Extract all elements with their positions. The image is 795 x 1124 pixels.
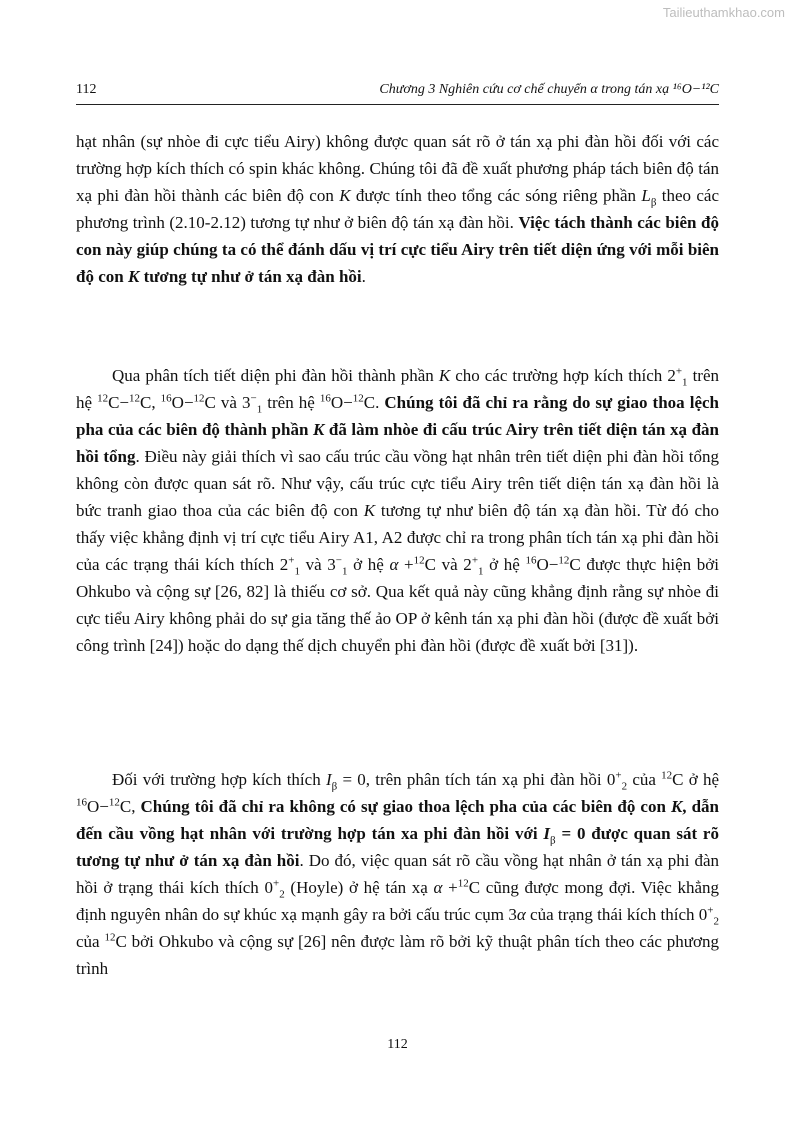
text-segment: C. <box>363 393 385 412</box>
text-segment: của <box>627 770 662 789</box>
text-segment: + <box>471 554 479 567</box>
text-segment: = 0, trên phân tích tán xạ phi đàn hồi 0 <box>337 770 616 789</box>
text-segment: 12 <box>97 392 109 405</box>
text-segment: 1 <box>256 403 263 416</box>
text-segment: + <box>615 769 622 782</box>
paragraph-3 <box>76 766 719 982</box>
text-segment: trên hệ <box>76 366 719 412</box>
text-segment: của <box>76 932 105 951</box>
text-segment: cho các trường hợp kích thích 2 <box>450 366 676 385</box>
text-segment: C cũng được mong đợi. Việc khẳng định nguyên nhân do sự khúc xạ mạnh gây ra bởi cấu trúc cụm 3 <box>76 878 719 924</box>
text-segment: . Do đó, việc quan sát rõ cầu vồng hạt nhân ở tán xạ phi đàn hồi ở trạng thái kích thích 0 <box>76 851 719 897</box>
text-segment: + <box>288 554 295 567</box>
text-segment: L <box>641 186 651 205</box>
header-page-number: 112 <box>76 82 97 97</box>
text-segment: Việc tách thành các biên độ con này giúp chúng ta có thể đánh dấu vị trí cực tiểu Airy trên tiết diện ứng với mỗi biên độ con <box>76 213 719 286</box>
text-segment: α <box>389 555 399 574</box>
footer-page-number: 112 <box>387 1037 408 1052</box>
text-segment: tương tự như biên độ tán xạ đàn hồi. Từ đó cho thấy việc khẳng định vị trí cực tiểu Airy A1, A2 được chỉ ra trong phân tích tán xạ phi đàn hồi của các trạng thái kích thích 2 <box>76 501 719 574</box>
text-segment: trên hệ <box>262 393 320 412</box>
text-segment: 16 <box>525 554 537 567</box>
text-segment: Qua phân tích tiết diện phi đàn hồi thành phần <box>112 366 439 385</box>
text-segment: 16 <box>160 392 172 405</box>
text-segment: Chúng tôi đã chỉ ra rằng do sự giao thoa lệch pha của các biên độ thành phần <box>76 393 719 439</box>
text-segment: ở hệ <box>483 555 526 574</box>
text-segment: . Điều này giải thích vì sao cấu trúc cầu vồng hạt nhân trên tiết diện phi đàn hồi tổng không còn được quan sát rõ. Như vậy, cấu trúc cực tiểu Airy trên tiết diện tán xạ đàn hồi là bức tranh giao thoa của các biên độ con <box>76 447 720 520</box>
text-segment: C và 2 <box>424 555 472 574</box>
text-segment: 12 <box>352 392 364 405</box>
text-segment: − <box>250 392 257 405</box>
text-segment: 12 <box>193 392 205 405</box>
text-segment: 12 <box>413 554 425 567</box>
text-segment: 2 <box>713 915 719 928</box>
text-segment: K <box>127 267 140 286</box>
text-segment: + <box>273 877 280 890</box>
text-segment: được tính theo tổng các sóng riêng phần <box>350 186 642 205</box>
text-segment: 12 <box>661 769 673 782</box>
text-segment: và 3 <box>299 555 336 574</box>
text-segment: 16 <box>76 796 87 809</box>
text-segment: ở hệ <box>347 555 390 574</box>
text-segment: β <box>331 780 338 793</box>
text-segment: α <box>516 905 526 924</box>
text-segment: 2 <box>621 780 628 793</box>
text-segment: β <box>550 834 556 847</box>
text-segment: I <box>543 824 551 843</box>
text-segment: O− <box>330 393 353 412</box>
text-segment: C và 3 <box>204 393 251 412</box>
text-segment: C, <box>119 797 141 816</box>
text-segment: 12 <box>108 796 120 809</box>
text-segment: 1 <box>682 376 688 389</box>
text-segment: 12 <box>104 931 116 944</box>
text-segment: − <box>335 554 343 567</box>
paragraph-1 <box>76 128 719 290</box>
text-segment: 1 <box>478 565 484 578</box>
text-segment: O− <box>171 393 194 412</box>
header-chapter-title: Chương 3 Nghiên cứu cơ chế chuyển α trong tán xạ ¹⁶O−¹²C <box>379 82 719 97</box>
text-segment: theo các phương trình (2.10-2.12) tương tự như ở biên độ tán xạ đàn hồi. <box>76 186 720 232</box>
text-segment: C bởi Ohkubo và cộng sự [26] nên được làm rõ bởi kỹ thuật phân tích theo các phương trình <box>76 932 719 978</box>
text-segment: 12 <box>558 554 570 567</box>
text-segment: = 0 được quan sát rõ tương tự như ở tán xạ đàn hồi <box>76 824 719 870</box>
text-segment: 1 <box>294 565 300 578</box>
text-segment: α <box>433 878 443 897</box>
running-header <box>76 82 719 105</box>
text-segment: + <box>398 555 414 574</box>
text-segment: K <box>339 186 351 205</box>
text-segment: , dẫn đến cầu vồng hạt nhân với trường hợp tán xa phi đàn hồi với <box>76 797 719 843</box>
text-segment: K <box>363 501 376 520</box>
text-segment: Chúng tôi đã chỉ ra không có sự giao thoa lệch pha của các biên độ con <box>140 797 671 816</box>
text-segment: 2 <box>279 888 285 901</box>
text-segment: C, <box>140 393 161 412</box>
text-segment: 1 <box>342 565 348 578</box>
text-segment: β <box>650 196 657 209</box>
text-segment: của trạng thái kích thích 0 <box>525 905 708 924</box>
text-segment: hạt nhân (sự nhòe đi cực tiểu Airy) không được quan sát rõ ở tán xạ phi đàn hồi đối với các trường hợp kích thích có spin khác không. Chúng tôi đã đề xuất phương pháp tách biên độ tán xạ phi đàn hồi thành các biên độ con <box>76 132 719 205</box>
text-segment: + <box>442 878 458 897</box>
text-segment: . <box>361 267 366 286</box>
text-segment: K <box>313 420 325 439</box>
text-segment: K <box>438 366 451 385</box>
paragraph-2 <box>76 362 719 659</box>
text-segment: I <box>325 770 332 789</box>
text-segment: + <box>707 904 714 917</box>
text-segment: C được thực hiện bởi Ohkubo và cộng sự [26, 82] là thiếu cơ sở. Qua kết quả này cũng khẳng định rằng sự nhòe đi cực tiểu Airy không phải do sự gia tăng thế ảo OP ở kênh tán xạ phi đàn hồi (được đề xuất bởi công trình [24]) hoặc do dạng thế dịch chuyển phi đàn hồi (được đề xuất bởi [31]). <box>76 555 719 655</box>
text-segment: (Hoyle) ở hệ tán xạ <box>284 878 434 897</box>
watermark: Tailieuthamkhao.com <box>662 5 785 20</box>
text-segment: tương tự như ở tán xạ đàn hồi <box>139 267 362 286</box>
text-segment: + <box>675 365 683 378</box>
text-segment: C ở hệ <box>672 770 719 789</box>
text-segment: O− <box>536 555 559 574</box>
text-segment: O− <box>87 797 109 816</box>
text-segment: 12 <box>457 877 469 890</box>
text-segment: Đối với trường hợp kích thích <box>112 770 326 789</box>
text-segment: 12 <box>129 392 141 405</box>
text-segment: C− <box>108 393 130 412</box>
text-segment: 16 <box>319 392 331 405</box>
text-segment: K <box>670 797 683 816</box>
text-segment: đã làm nhòe đi cấu trúc Airy trên tiết diện tán xạ đàn hồi tổng <box>76 420 719 466</box>
